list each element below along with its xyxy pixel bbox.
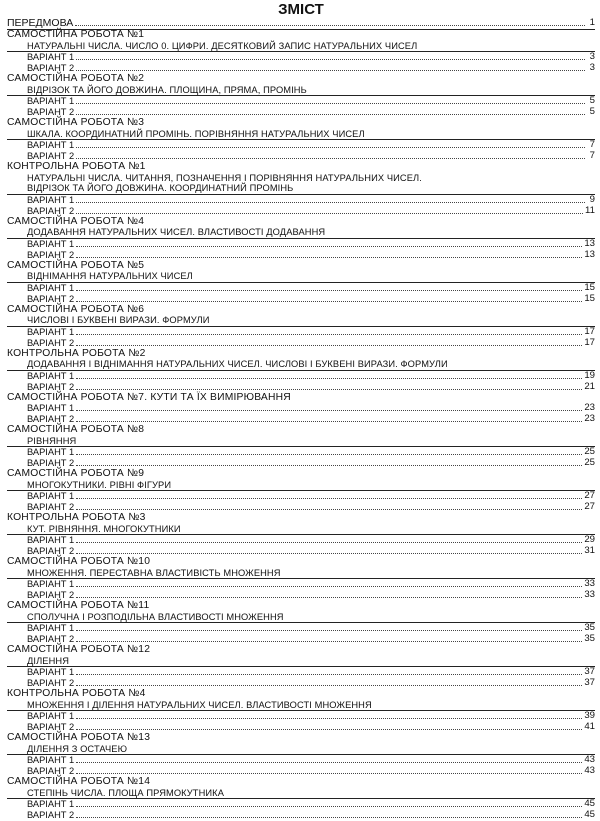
toc-variant-entry[interactable] xyxy=(7,294,595,305)
toc-page-number: 5 xyxy=(589,95,595,107)
variant-label: ВАРІАНТ 2 xyxy=(27,458,75,468)
toc-page-number: 39 xyxy=(584,710,595,722)
variant-label: ВАРІАНТ 2 xyxy=(27,414,75,424)
toc-page-number: 41 xyxy=(584,721,595,732)
section-topic-label: СПОЛУЧНА І РОЗПОДІЛЬНА ВЛАСТИВОСТІ МНОЖЕННЯ xyxy=(27,611,284,622)
dot-leader xyxy=(76,685,582,686)
section-heading-label: КОНТРОЛЬНА РОБОТА №1 xyxy=(7,160,146,172)
section-topic xyxy=(7,436,595,448)
toc-page-number: 15 xyxy=(584,292,595,304)
section-topic-label: ВІДНІМАННЯ НАТУРАЛЬНИХ ЧИСЕЛ xyxy=(27,271,193,282)
section-topic xyxy=(7,271,595,283)
variant-label: ВАРІАНТ 1 xyxy=(27,667,75,678)
variant-label: ВАРІАНТ 2 xyxy=(27,337,75,348)
section-topic xyxy=(7,359,595,371)
section-topic-label: КУТ. РІВНЯННЯ. МНОГОКУТНИКИ xyxy=(27,523,181,534)
section-heading-label: САМОСТІЙНА РОБОТА №2 xyxy=(7,72,145,84)
dot-leader xyxy=(76,378,582,379)
section-topic xyxy=(7,612,595,624)
dot-leader xyxy=(76,465,582,466)
table-of-contents xyxy=(7,18,595,821)
section-topic-label: МНОЖЕННЯ І ДІЛЕННЯ НАТУРАЛЬНИХ ЧИСЕЛ. ВЛАСТИВОСТІ МНОЖЕННЯ xyxy=(27,699,372,710)
toc-variant-entry[interactable] xyxy=(7,327,595,338)
toc-section-heading[interactable] xyxy=(7,733,595,744)
toc-page-number: 25 xyxy=(584,457,595,468)
section-heading-label: КОНТРОЛЬНА РОБОТА №3 xyxy=(7,511,146,523)
toc-variant-entry[interactable] xyxy=(7,239,595,250)
section-heading-label: САМОСТІЙНА РОБОТА №3 xyxy=(7,116,145,128)
toc-page-number: 13 xyxy=(584,248,595,260)
variant-label: ВАРІАНТ 1 xyxy=(27,799,75,810)
variant-label: ВАРІАНТ 1 xyxy=(27,755,75,766)
toc-variant-entry[interactable] xyxy=(7,755,595,766)
toc-page-number: 29 xyxy=(584,534,595,546)
dot-leader xyxy=(76,246,582,247)
toc-section-heading[interactable] xyxy=(7,601,595,612)
dot-leader xyxy=(76,817,582,818)
toc-section-heading[interactable] xyxy=(7,74,595,85)
toc-variant-entry[interactable] xyxy=(7,535,595,546)
section-heading-label: САМОСТІЙНА РОБОТА №6 xyxy=(7,303,145,315)
toc-variant-entry[interactable] xyxy=(7,250,595,261)
toc-variant-entry[interactable] xyxy=(7,206,595,217)
section-heading-label: КОНТРОЛЬНА РОБОТА №2 xyxy=(7,347,146,359)
toc-page-number: 11 xyxy=(585,204,595,216)
section-heading-label: САМОСТІЙНА РОБОТА №11 xyxy=(7,599,150,611)
section-heading-label: САМОСТІЙНА РОБОТА №12 xyxy=(7,643,151,655)
section-topic xyxy=(7,700,595,712)
dot-leader xyxy=(76,773,582,774)
toc-section-heading[interactable] xyxy=(7,557,595,568)
variant-label: ВАРІАНТ 2 xyxy=(27,810,75,820)
section-heading-label: САМОСТІЙНА РОБОТА №10 xyxy=(7,555,151,567)
variant-label: ВАРІАНТ 1 xyxy=(27,195,75,205)
toc-section-heading[interactable] xyxy=(7,349,595,360)
section-heading-label: САМОСТІЙНА РОБОТА №13 xyxy=(7,731,151,743)
toc-page-number: 13 xyxy=(584,238,595,249)
section-topic xyxy=(7,315,595,327)
variant-label: ВАРІАНТ 1 xyxy=(27,623,75,634)
toc-page-number: 37 xyxy=(584,677,595,688)
dot-leader xyxy=(76,586,582,587)
dot-leader xyxy=(76,301,582,302)
toc-page-number: 17 xyxy=(584,336,595,348)
section-topic xyxy=(7,480,595,492)
toc-variant-entry[interactable] xyxy=(7,667,595,678)
section-topic-label: НАТУРАЛЬНІ ЧИСЛА. ЧИТАННЯ, ПОЗНАЧЕННЯ І ПОРІВНЯННЯ НАТУРАЛЬНИХ ЧИСЕЛ. xyxy=(27,172,422,183)
variant-label: ВАРІАНТ 2 xyxy=(27,293,75,304)
toc-section-heading[interactable] xyxy=(7,261,595,272)
toc-section-heading[interactable] xyxy=(7,645,595,656)
toc-page-number: 3 xyxy=(589,62,595,73)
variant-label: ВАРІАНТ 1 xyxy=(27,491,75,502)
toc-section-heading[interactable] xyxy=(7,689,595,700)
section-topic xyxy=(7,183,595,195)
dot-leader xyxy=(76,345,582,346)
section-topic xyxy=(7,788,595,800)
variant-label: ВАРІАНТ 1 xyxy=(27,579,75,590)
toc-page-number: 15 xyxy=(584,282,595,293)
toc-page-number: 23 xyxy=(584,413,595,424)
variant-label: ВАРІАНТ 2 xyxy=(27,766,75,776)
section-heading-label: САМОСТІЙНА РОБОТА №1 xyxy=(7,28,145,40)
variant-label: ВАРІАНТ 1 xyxy=(27,711,75,722)
dot-leader xyxy=(76,729,582,730)
toc-page-number: 5 xyxy=(589,106,595,117)
toc-variant-entry[interactable] xyxy=(7,447,595,458)
section-topic xyxy=(7,129,595,141)
toc-page-number: 7 xyxy=(589,150,595,161)
section-topic xyxy=(7,41,595,53)
toc-page-number: 19 xyxy=(584,370,595,381)
variant-label: ВАРІАНТ 2 xyxy=(27,205,75,216)
dot-leader xyxy=(76,498,582,499)
toc-section-heading[interactable] xyxy=(7,305,595,316)
dot-leader xyxy=(76,553,582,554)
variant-label: ВАРІАНТ 2 xyxy=(27,590,75,600)
toc-page-number: 1 xyxy=(589,17,595,28)
section-topic xyxy=(7,656,595,668)
toc-page-number: 23 xyxy=(584,402,595,414)
toc-section-heading[interactable] xyxy=(7,118,595,129)
variant-label: ВАРІАНТ 2 xyxy=(27,502,75,512)
toc-variant-entry[interactable] xyxy=(7,195,595,206)
variant-label: ВАРІАНТ 1 xyxy=(27,403,75,414)
toc-variant-entry[interactable] xyxy=(7,810,595,821)
section-topic-label: НАТУРАЛЬНІ ЧИСЛА. ЧИСЛО 0. ЦИФРИ. ДЕСЯТКОВИЙ ЗАПИС НАТУРАЛЬНИХ ЧИСЕЛ xyxy=(27,40,418,51)
section-topic-label: ВІДРІЗОК ТА ЙОГО ДОВЖИНА. ПЛОЩИНА, ПРЯМА, ПРОМІНЬ xyxy=(27,84,307,95)
toc-page-number: 43 xyxy=(584,765,595,776)
variant-label: ВАРІАНТ 1 xyxy=(27,371,75,381)
toc-page-number: 27 xyxy=(584,490,595,502)
dot-leader xyxy=(76,421,582,422)
toc-variant-entry[interactable] xyxy=(7,283,595,294)
section-heading-label: САМОСТІЙНА РОБОТА №14 xyxy=(7,775,151,787)
section-topic-label: МНОЖЕННЯ. ПЕРЕСТАВНА ВЛАСТИВІСТЬ МНОЖЕННЯ xyxy=(27,567,281,578)
toc-variant-entry[interactable] xyxy=(7,579,595,590)
toc-page-number: 31 xyxy=(584,545,595,556)
dot-leader xyxy=(76,147,585,148)
variant-label: ВАРІАНТ 2 xyxy=(27,546,75,556)
dot-leader xyxy=(75,25,585,26)
dot-leader xyxy=(76,806,582,807)
toc-page-number: 17 xyxy=(584,326,595,337)
variant-label: ВАРІАНТ 2 xyxy=(27,151,75,161)
toc-page-number: 27 xyxy=(584,501,595,512)
section-topic-label: ДОДАВАННЯ І ВІДНІМАННЯ НАТУРАЛЬНИХ ЧИСЕЛ. ЧИСЛОВІ І БУКВЕНІ ВИРАЗИ. ФОРМУЛИ xyxy=(27,359,448,370)
variant-label: ВАРІАНТ 2 xyxy=(27,722,75,732)
toc-section-heading[interactable] xyxy=(7,393,595,404)
toc-variant-entry[interactable] xyxy=(7,711,595,722)
toc-section-heading[interactable] xyxy=(7,217,595,228)
toc-variant-entry[interactable] xyxy=(7,491,595,502)
variant-label: ВАРІАНТ 2 xyxy=(27,678,75,688)
toc-page-number: 45 xyxy=(584,798,595,810)
section-topic-label: ШКАЛА. КООРДИНАТНИЙ ПРОМІНЬ. ПОРІВНЯННЯ НАТУРАЛЬНИХ ЧИСЕЛ xyxy=(27,128,365,139)
section-heading-label: САМОСТІЙНА РОБОТА №7. КУТИ ТА ЇХ ВИМІРЮВАННЯ xyxy=(7,391,291,403)
section-topic xyxy=(7,173,595,184)
variant-label: ВАРІАНТ 1 xyxy=(27,96,75,107)
toc-variant-entry[interactable] xyxy=(7,382,595,393)
toc-page-number: 25 xyxy=(584,446,595,458)
variant-label: ВАРІАНТ 2 xyxy=(27,634,75,644)
section-topic-label: ВІДРІЗОК ТА ЙОГО ДОВЖИНА. КООРДИНАТНИЙ ПРОМІНЬ xyxy=(27,183,294,194)
toc-variant-entry[interactable] xyxy=(7,371,595,382)
toc-page-number: 37 xyxy=(584,666,595,678)
toc-variant-entry[interactable] xyxy=(7,52,595,63)
dot-leader xyxy=(76,509,582,510)
toc-page-number: 9 xyxy=(589,194,595,205)
dot-leader xyxy=(76,290,582,291)
variant-label: ВАРІАНТ 1 xyxy=(27,327,75,337)
dot-leader xyxy=(76,202,585,203)
dot-leader xyxy=(76,158,585,159)
section-topic-label: СТЕПІНЬ ЧИСЛА. ПЛОЩА ПРЯМОКУТНИКА xyxy=(27,787,224,798)
toc-variant-entry[interactable] xyxy=(7,338,595,349)
section-topic-label: ДОДАВАННЯ НАТУРАЛЬНИХ ЧИСЕЛ. ВЛАСТИВОСТІ ДОДАВАННЯ xyxy=(27,227,326,238)
toc-page-number: 45 xyxy=(584,809,595,820)
section-topic xyxy=(7,524,595,536)
toc-variant-entry[interactable] xyxy=(7,403,595,414)
dot-leader xyxy=(76,597,582,598)
toc-page-number: 35 xyxy=(584,633,595,644)
variant-label: ВАРІАНТ 1 xyxy=(27,447,75,458)
section-topic xyxy=(7,85,595,97)
dot-leader xyxy=(76,334,582,335)
page-title: ЗМІСТ xyxy=(278,1,324,18)
toc-section-heading[interactable] xyxy=(7,513,595,524)
toc-entry-intro[interactable] xyxy=(7,18,595,30)
toc-variant-entry[interactable] xyxy=(7,96,595,107)
toc-page-number: 33 xyxy=(584,578,595,590)
dot-leader xyxy=(76,213,583,214)
dot-leader xyxy=(76,59,585,60)
dot-leader xyxy=(76,103,585,104)
variant-label: ВАРІАНТ 2 xyxy=(27,249,75,260)
toc-section-heading[interactable] xyxy=(7,162,595,173)
dot-leader xyxy=(76,70,585,71)
dot-leader xyxy=(76,454,582,455)
section-topic xyxy=(7,744,595,756)
dot-leader xyxy=(76,630,582,631)
section-heading-label: САМОСТІЙНА РОБОТА №8 xyxy=(7,423,145,435)
section-topic-label: ДІЛЕННЯ З ОСТАЧЕЮ xyxy=(27,743,128,754)
section-topic xyxy=(7,227,595,239)
toc-page-number: 33 xyxy=(584,589,595,600)
variant-label: ВАРІАНТ 1 xyxy=(27,140,75,151)
variant-label: ВАРІАНТ 2 xyxy=(27,107,75,117)
toc-section-heading[interactable] xyxy=(7,469,595,480)
toc-entry-label: ПЕРЕДМОВА xyxy=(7,17,74,29)
toc-page-number: 43 xyxy=(584,754,595,766)
toc-page-number: 7 xyxy=(589,139,595,151)
toc-variant-entry[interactable] xyxy=(7,799,595,810)
variant-label: ВАРІАНТ 1 xyxy=(27,283,75,293)
toc-variant-entry[interactable] xyxy=(7,140,595,151)
toc-page-number: 3 xyxy=(589,51,595,63)
dot-leader xyxy=(76,718,582,719)
toc-page-number: 21 xyxy=(584,380,595,392)
variant-label: ВАРІАНТ 2 xyxy=(27,381,75,392)
section-topic-label: РІВНЯННЯ xyxy=(27,435,77,446)
toc-section-heading[interactable] xyxy=(7,30,595,41)
section-heading-label: САМОСТІЙНА РОБОТА №5 xyxy=(7,259,145,271)
toc-section-heading[interactable] xyxy=(7,425,595,436)
dot-leader xyxy=(76,674,582,675)
variant-label: ВАРІАНТ 2 xyxy=(27,63,75,73)
variant-label: ВАРІАНТ 1 xyxy=(27,535,75,546)
variant-label: ВАРІАНТ 1 xyxy=(27,52,75,63)
section-topic-label: ЧИСЛОВІ І БУКВЕНІ ВИРАЗИ. ФОРМУЛИ xyxy=(27,315,210,326)
variant-label: ВАРІАНТ 1 xyxy=(27,239,75,249)
section-heading-label: САМОСТІЙНА РОБОТА №9 xyxy=(7,467,145,479)
section-topic xyxy=(7,568,595,580)
toc-section-heading[interactable] xyxy=(7,777,595,788)
dot-leader xyxy=(76,641,582,642)
dot-leader xyxy=(76,410,582,411)
dot-leader xyxy=(76,389,582,390)
dot-leader xyxy=(76,762,582,763)
section-topic-label: ДІЛЕННЯ xyxy=(27,655,70,666)
dot-leader xyxy=(76,542,582,543)
toc-page-number: 35 xyxy=(584,622,595,634)
dot-leader xyxy=(76,114,585,115)
dot-leader xyxy=(76,257,582,258)
section-heading-label: САМОСТІЙНА РОБОТА №4 xyxy=(7,215,145,227)
toc-variant-entry[interactable] xyxy=(7,623,595,634)
section-topic-label: МНОГОКУТНИКИ. РІВНІ ФІГУРИ xyxy=(27,479,172,490)
section-heading-label: КОНТРОЛЬНА РОБОТА №4 xyxy=(7,687,146,699)
